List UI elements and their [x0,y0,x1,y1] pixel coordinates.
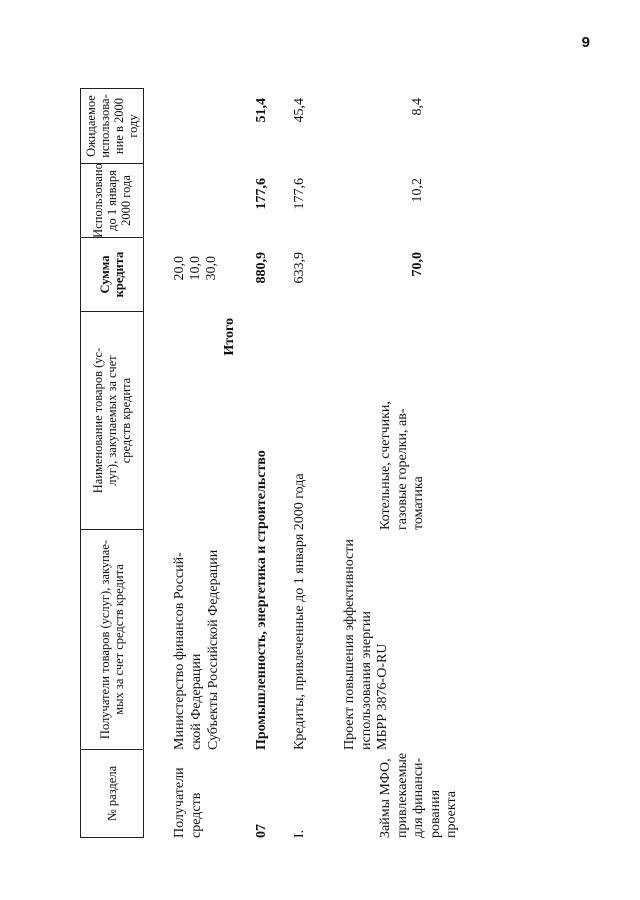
section-I-expected: 45,4 [292,98,307,123]
header-used: Использовано до 1 января 2000 года [80,164,144,238]
project-goods: Котельные, счетчики, газовые горелки, ав- томатика [378,401,427,530]
section-I-title: Кредиты, привлеченные до 1 января 2000 года [292,473,307,750]
project-used: 10,2 [410,178,425,203]
header-expected: Ожидаемое использова- ние в 2000 году [80,88,144,164]
section-I-used: 177,6 [292,178,307,210]
header-sum: Сумма кредита [80,238,144,312]
recipients-label: Получатели средств [172,767,204,838]
project-name: Проект повышения эффективности использования энергии МБРР 3876-O-RU [342,539,391,750]
recipients-total-label: Итого [222,318,237,356]
recipient-minfin: Министерство финансов Россий- ской Федерации [172,552,204,750]
section-07-used: 177,6 [254,178,269,210]
recipient-subjects: Субъекты Российской Федерации [206,549,221,750]
header-section-no: № раздела [80,750,144,838]
section-07-expected: 51,4 [254,98,269,123]
project-expected: 8,4 [410,98,425,116]
section-07-number: 07 [254,824,269,838]
recipient-value-1: 20,0 [172,256,187,281]
recipient-value-2: 10,0 [188,256,203,281]
project-sum: 70,0 [410,252,425,277]
page-number: 9 [581,34,590,51]
section-I-sum: 633,9 [292,252,307,284]
rotated-table [80,58,560,838]
section-I-number: I. [292,829,307,838]
header-goods: Наименование товаров (ус- луг), закупаемых за счет средств кредита [80,312,144,530]
header-recipients: Получатели товаров (услуг), закупае- мых за счет средств кредита [80,530,144,750]
project-label: Займы МФО, привлекаемые для финанси- рования проекта [378,752,460,838]
section-07-title: Промышленность, энергетика и строительство [254,450,269,750]
recipients-total-value: 30,0 [204,256,219,281]
section-07-sum: 880,9 [254,252,269,284]
